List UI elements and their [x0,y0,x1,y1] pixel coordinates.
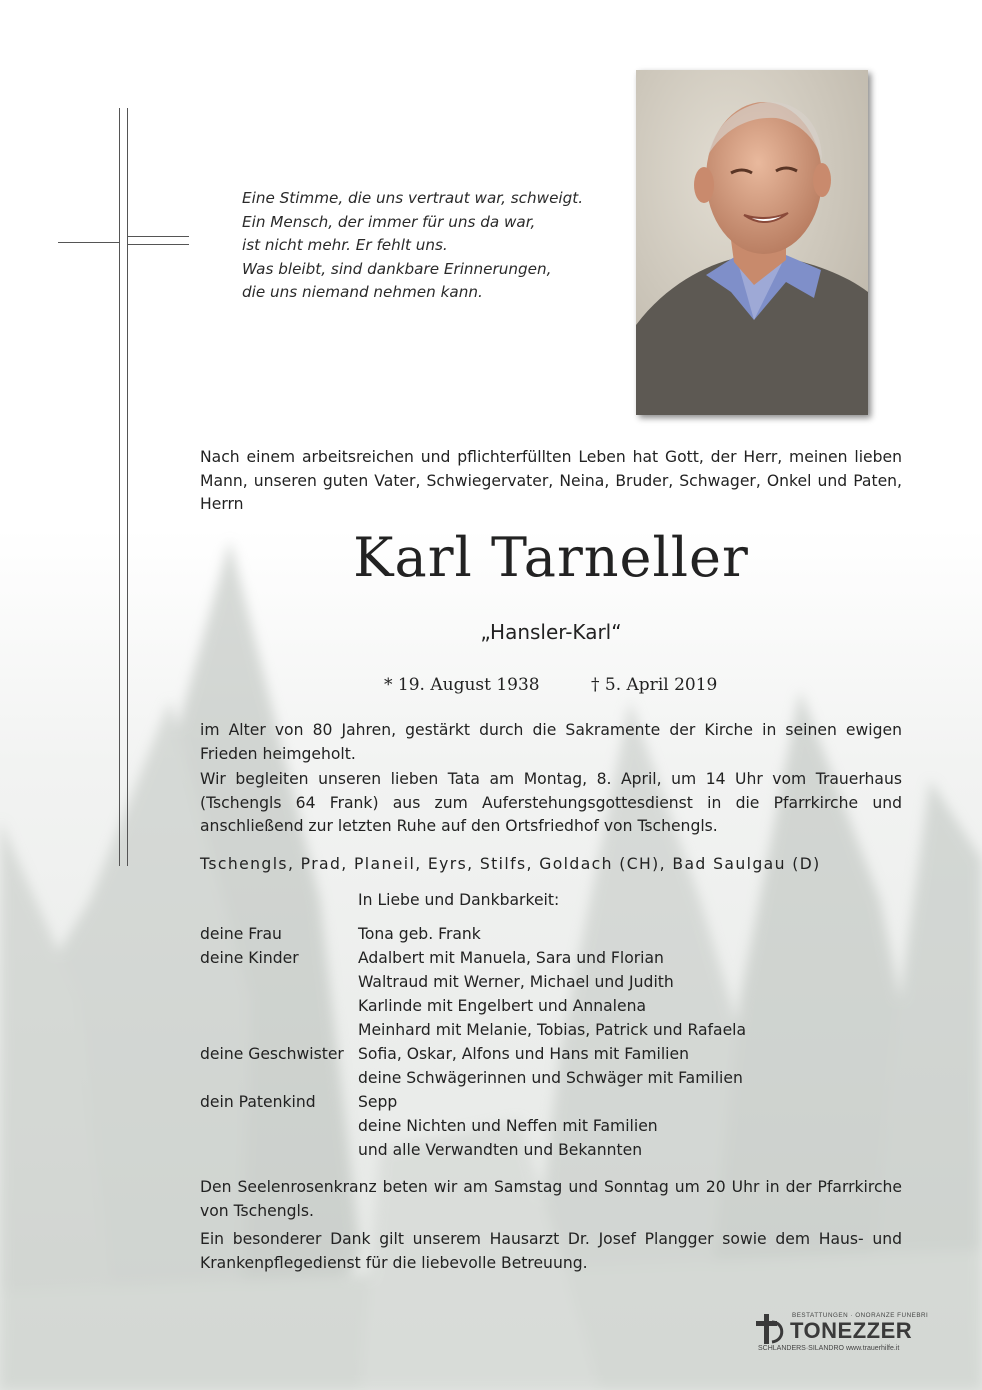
relative-label: deine Kinder [200,949,299,967]
relative-label: deine Frau [200,925,282,943]
funeral-paragraph: Wir begleiten unseren lieben Tata am Montag, 8. April, um 14 Uhr vom Trauerhaus (Tschengls 64 Frank) aus zum Auferstehungsgottesdienst in die Pfarrkirche und anschließend zur letzten Ruhe auf den Ortsfriedhof von Tschengls. [200,770,902,835]
relative-row [200,1090,902,1114]
relative-row [200,1138,902,1162]
portrait-photo [636,70,868,415]
life-dates [200,675,902,699]
poem-line: die uns niemand nehmen kann. [242,283,483,301]
relative-row [200,1042,902,1066]
relatives-list [200,922,902,1162]
age-paragraph: im Alter von 80 Jahren, gestärkt durch die Sakramente der Kirche in seinen ewigen Frieden heimgeholt. [200,721,902,763]
relative-row [200,1018,902,1042]
relative-label: deine Geschwister [200,1045,344,1063]
places-line: Tschengls, Prad, Planeil, Eyrs, Stilfs, Goldach (CH), Bad Saulgau (D) [200,855,821,873]
logo-cross-icon [754,1312,788,1346]
relative-names: deine Schwägerinnen und Schwäger mit Familien [358,1069,743,1087]
logo-url: www.trauerhilfe.it [846,1345,900,1352]
logo-name: TONEZZER [790,1318,913,1343]
memorial-poem [242,187,602,305]
relative-names: Meinhard mit Melanie, Tobias, Patrick und Rafaela [358,1021,747,1039]
poem-line: Ein Mensch, der immer für uns da war, [242,212,536,231]
relative-row [200,946,902,970]
logo-location: SCHLANDERS·SILANDRO [758,1345,844,1352]
relative-label: dein Patenkind [200,1093,316,1111]
logo-tagline: BESTATTUNGEN · ONORANZE FUNEBRI [792,1312,929,1319]
relative-names: Sofia, Oskar, Alfons und Hans mit Familien [358,1045,689,1063]
intro-text: Nach einem arbeitsreichen und pflichterfüllten Leben hat Gott, der Herr, meinen lieben Mann, unseren guten Vater, Schwiegervater, Neina, Bruder, Schwager, Onkel und Paten, Herrn [200,448,902,513]
in-liebe-heading: In Liebe und Dankbarkeit: [358,891,560,909]
relative-names: Karlinde mit Engelbert und Annalena [358,997,647,1015]
deceased-name: Karl Tarneller [353,526,749,589]
rosary-paragraph: Den Seelenrosenkranz beten wir am Samstag und Sonntag um 20 Uhr in der Pfarrkirche von Tschengls. [200,1178,902,1220]
relative-names: und alle Verwandten und Bekannten [358,1141,643,1159]
relative-row [200,922,902,946]
poem-line: ist nicht mehr. Er fehlt uns. [242,236,448,254]
relative-row [200,1066,902,1090]
poem-line: Was bleibt, sind dankbare Erinnerungen, [242,259,552,278]
death-date: † 5. April 2019 [591,675,718,695]
relative-names: Waltraud mit Werner, Michael und Judith [358,973,674,991]
deceased-nickname: „Hansler-Karl“ [480,620,622,644]
relative-names: Sepp [358,1093,398,1111]
relative-row [200,994,902,1018]
relative-row [200,970,902,994]
thanks-paragraph: Ein besonderer Dank gilt unserem Hausarzt Dr. Josef Plangger sowie dem Haus- und Krankenpflegedienst für die liebevolle Betreuung. [200,1230,902,1272]
funeral-home-logo [752,1310,929,1360]
relative-names: deine Nichten und Neffen mit Familien [358,1117,658,1135]
relative-names: Tona geb. Frank [358,925,481,943]
poem-line: Eine Stimme, die uns vertraut war, schweigt. [242,189,584,207]
birth-date: * 19. August 1938 [384,675,540,695]
relative-row [200,1114,902,1138]
relative-names: Adalbert mit Manuela, Sara und Florian [358,949,664,967]
